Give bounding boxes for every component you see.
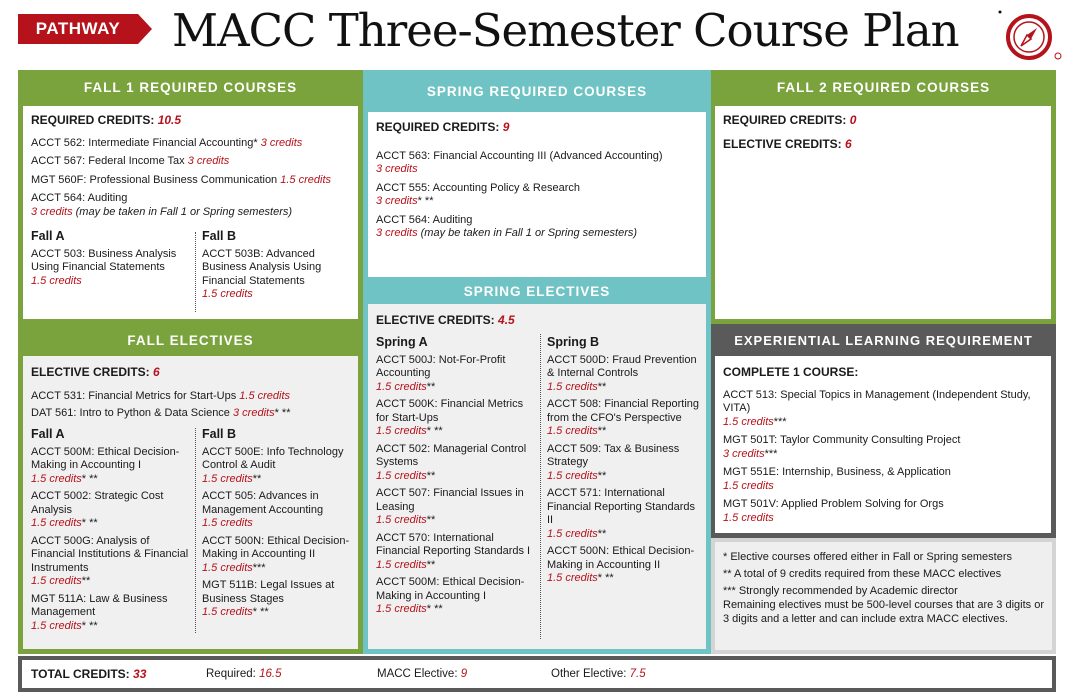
list-item: MGT 501T: Taylor Community Consulting Project 3 credits*** bbox=[723, 434, 961, 460]
list-item: MGT 511B: Legal Issues at Business Stages 1.5 credits* ** bbox=[202, 579, 335, 618]
list-item: ACCT 562: Intermediate Financial Accounting* 3 credits bbox=[31, 136, 303, 149]
list-item: ACCT 500M: Ethical Decision-Making in Accounting I 1.5 credits* ** bbox=[376, 576, 525, 615]
list-item: ACCT 508: Financial Reporting from the CFO's Perspective 1.5 credits** bbox=[547, 398, 700, 437]
spring-title: SPRING REQUIRED COURSES bbox=[426, 84, 648, 99]
list-item: ACCT 513: Special Topics in Management (Independent Study, VITA) 1.5 credits*** bbox=[723, 388, 1031, 428]
list-item: ACCT 500M: Ethical Decision-Making in Accounting I 1.5 credits* ** bbox=[31, 445, 180, 485]
list-item: MGT 501V: Applied Problem Solving for Orgs 1.5 credits bbox=[723, 498, 944, 524]
totals-footer bbox=[18, 656, 1056, 692]
list-item: ACCT 5002: Strategic Cost Analysis 1.5 credits* ** bbox=[31, 490, 164, 529]
experiential-list: COMPLETE 1 COURSE: ACCT 513: Special Topics in Management (Independent Study, VITA) 1.5 credits*** MGT 501T: Taylor Community Consulting Project 3 credits*** MGT 551E: Internship, Business, & Application 1.5 credits MGT 501V: Applied Problem Solving for Orgs 1.5 credits bbox=[723, 366, 1045, 530]
fall1-fall-a: Fall A ACCT 503: Business Analysis Using Financial Statements 1.5 credits bbox=[31, 229, 177, 287]
list-item: ACCT 500N: Ethical Decision-Making in Accounting II 1.5 credits* ** bbox=[547, 545, 695, 584]
spring-panel bbox=[363, 70, 711, 282]
spring-electives-panel bbox=[363, 282, 711, 654]
notes-panel bbox=[711, 538, 1056, 654]
fall-a-list: Fall A ACCT 500M: Ethical Decision-Making in Accounting I 1.5 credits* ** ACCT 5002: Strategic Cost Analysis 1.5 credits* ** ACCT 500G: Analysis of Financial Institutions & Financial Instruments 1.5 credits** MGT 511A: Law & Business Management 1.5 credits* ** bbox=[31, 428, 191, 637]
list-item: ACCT 571: International Financial Reporting Standards II 1.5 credits** bbox=[547, 487, 695, 540]
list-item: MGT 560F: Professional Business Communication 1.5 credits bbox=[31, 173, 331, 186]
spring-electives-title: SPRING ELECTIVES bbox=[463, 284, 611, 299]
fall1-title: FALL 1 REQUIRED COURSES bbox=[83, 80, 298, 95]
spring-a-list: Spring A ACCT 500J: Not-For-Profit Accounting 1.5 credits** ACCT 500K: Financial Metrics for Start-Ups 1.5 credits* ** ACCT 502: Managerial Control Systems 1.5 credits** ACCT 507: Financial Issues in Leasing 1.5 credits** ACCT 570: International Financial Reporting Standards I 1.5 credits** ACCT 500M: Ethical Decision-Making in Accounting I 1.5 credits* ** bbox=[376, 336, 534, 621]
list-item: ACCT 555: Accounting Policy & Research 3 credits* ** bbox=[376, 181, 581, 207]
list-item: ACCT 531: Financial Metrics for Start-Ups 1.5 credits bbox=[31, 389, 291, 402]
fall2-required-credits: REQUIRED CREDITS: 0 bbox=[723, 113, 857, 127]
macc-elective-total: MACC Elective: 9 bbox=[377, 668, 468, 680]
fall-electives-credits: ELECTIVE CREDITS: 6 bbox=[31, 365, 160, 379]
note-line: * Elective courses offered either in Fall or Spring semesters bbox=[723, 551, 1012, 563]
pathway-badge bbox=[18, 14, 153, 44]
list-item: DAT 561: Intro to Python & Data Science 3 credits* ** bbox=[31, 407, 291, 419]
list-item: ACCT 500J: Not-For-Profit Accounting 1.5 credits** bbox=[376, 353, 506, 393]
spring-b-list: Spring B ACCT 500D: Fraud Prevention & Internal Controls 1.5 credits** ACCT 508: Financial Reporting from the CFO's Perspective 1.5 credits** ACCT 509: Tax & Business Strategy 1.5 credits** ACCT 571: International Financial Reporting Standards II 1.5 credits** ACCT 500N: Ethical Decision-Making in Accounting II 1.5 credits* ** bbox=[547, 336, 702, 590]
spring-electives-credits: ELECTIVE CREDITS: 4.5 bbox=[376, 313, 515, 327]
total-credits: TOTAL CREDITS: 33 bbox=[31, 667, 147, 681]
fall1-fall-b: Fall B ACCT 503B: Advanced Business Analysis Using Financial Statements 1.5 credits bbox=[202, 229, 322, 300]
list-item: ACCT 564: Auditing 3 credits (may be taken in Fall 1 or Spring semesters) bbox=[376, 213, 638, 239]
note-line: ** A total of 9 credits required from these MACC electives bbox=[723, 568, 1002, 580]
fall2-title: FALL 2 REQUIRED COURSES bbox=[776, 80, 991, 95]
list-item: ACCT 500N: Ethical Decision-Making in Accounting II 1.5 credits*** bbox=[202, 534, 350, 574]
fall-electives-panel bbox=[18, 324, 363, 654]
fall-electives-title: FALL ELECTIVES bbox=[127, 333, 254, 348]
note-line: Remaining electives must be 500-level courses that are 3 digits or 3 digits and a letter and can include extra MACC electives. bbox=[723, 599, 1044, 625]
page-title: MACC Three-Semester Course Plan bbox=[172, 4, 959, 57]
fall1-panel bbox=[18, 70, 363, 324]
fall1-credits: REQUIRED CREDITS: 10.5 bbox=[31, 113, 182, 127]
list-item: ACCT 570: International Financial Reporting Standards I 1.5 credits** bbox=[376, 531, 531, 571]
pathway-label: PATHWAY bbox=[35, 19, 121, 38]
list-item: ACCT 563: Financial Accounting III (Advanced Accounting) 3 credits bbox=[376, 149, 663, 175]
fall1-list bbox=[31, 114, 353, 224]
list-item: MGT 511A: Law & Business Management 1.5 credits* ** bbox=[31, 592, 168, 632]
list-item: ACCT 567: Federal Income Tax 3 credits bbox=[31, 155, 230, 167]
spring-list: REQUIRED CREDITS: 9 ACCT 563: Financial Accounting III (Advanced Accounting) 3 credits ACCT 555: Accounting Policy & Research 3 credits* ** ACCT 564: Auditing 3 credits (may be taken in Fall 1 or Spring semesters) bbox=[376, 121, 701, 246]
experiential-title: EXPERIENTIAL LEARNING REQUIREMENT bbox=[734, 333, 1033, 348]
list-item: ACCT 509: Tax & Business Strategy 1.5 credits** bbox=[547, 442, 680, 482]
list-item: ACCT 500K: Financial Metrics for Start-Ups 1.5 credits* ** bbox=[376, 398, 524, 437]
fall2-elective-credits: ELECTIVE CREDITS: 6 bbox=[723, 136, 852, 151]
note-line: *** Strongly recommended by Academic director bbox=[723, 585, 958, 597]
other-elective-total: Other Elective: 7.5 bbox=[551, 668, 646, 680]
list-item: ACCT 564: Auditing 3 credits (may be taken in Fall 1 or Spring semesters) bbox=[31, 192, 293, 218]
list-item: ACCT 507: Financial Issues in Leasing 1.5 credits** bbox=[376, 487, 524, 526]
required-total: Required: 16.5 bbox=[206, 668, 282, 680]
compass-icon bbox=[996, 8, 1062, 64]
list-item: ACCT 505: Advances in Management Accounting 1.5 credits bbox=[202, 490, 324, 529]
fall-b-list: Fall B ACCT 500E: Info Technology Control & Audit 1.5 credits** ACCT 505: Advances in Management Accounting 1.5 credits ACCT 500N: Ethical Decision-Making in Accounting II 1.5 credits*** MGT 511B: Legal Issues at Business Stages 1.5 credits* ** bbox=[202, 428, 355, 624]
experiential-panel bbox=[711, 324, 1056, 538]
list-item: MGT 551E: Internship, Business, & Application 1.5 credits bbox=[723, 466, 951, 492]
list-item: ACCT 502: Managerial Control Systems 1.5 credits** bbox=[376, 442, 527, 482]
list-item: ACCT 500G: Analysis of Financial Institutions & Financial Instruments 1.5 credits** bbox=[31, 534, 189, 587]
fall2-panel bbox=[711, 70, 1056, 324]
list-item: ACCT 500E: Info Technology Control & Audit 1.5 credits** bbox=[202, 445, 344, 485]
list-item: ACCT 500D: Fraud Prevention & Internal Controls 1.5 credits** bbox=[547, 353, 697, 393]
